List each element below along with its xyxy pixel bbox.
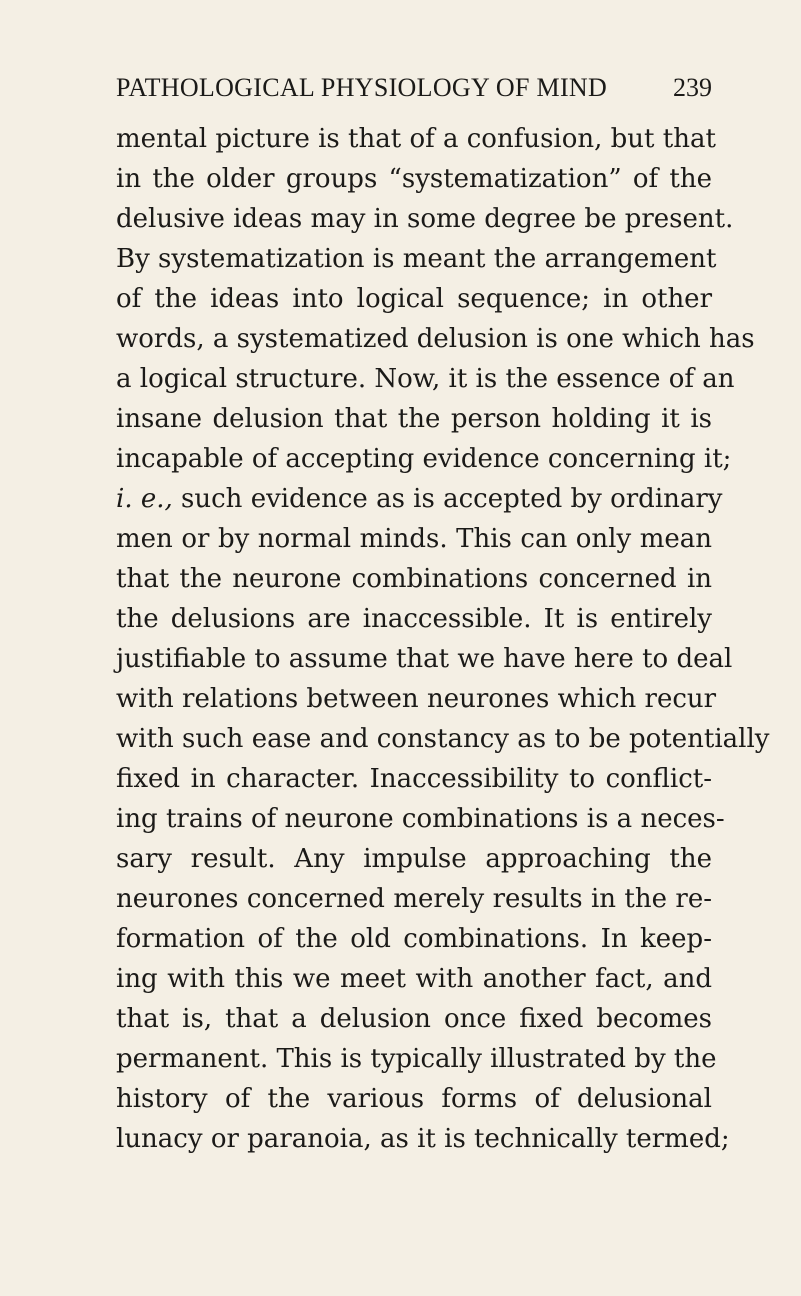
text-line: sary result. Any impulse approaching the — [116, 844, 712, 874]
text-line: insane delusion that the person holding it is — [116, 404, 712, 434]
text-line: the delusions are inaccessible. It is entirely — [116, 604, 712, 634]
running-head — [116, 68, 712, 108]
text-line: fixed in character. Inaccessibility to conflict- — [116, 764, 712, 794]
text-line: that is, that a delusion once fixed becomes — [116, 1004, 712, 1034]
text-line: history of the various forms of delusional — [116, 1084, 712, 1114]
text-line-italic-abbrev — [116, 479, 723, 519]
text-line: lunacy or paranoia, as it is technically termed; — [116, 1124, 730, 1154]
text-line: men or by normal minds. This can only mean — [116, 524, 712, 554]
body-text — [116, 119, 770, 1159]
page-number: 239 — [673, 73, 712, 102]
text-line: ing with this we meet with another fact, and — [116, 964, 712, 994]
text-line: of the ideas into logical sequence; in other — [116, 284, 712, 314]
text-line: By systematization is meant the arrangement — [116, 244, 717, 274]
text-line: permanent. This is typically illustrated by the — [116, 1044, 717, 1074]
text-line: incapable of accepting evidence concerning it; — [116, 444, 732, 474]
text-line: delusive ideas may in some degree be present. — [116, 204, 734, 234]
text-line: words, a systematized delusion is one which has — [116, 324, 755, 354]
text-line-rest: such evidence as is accepted by ordinary — [172, 484, 723, 514]
text-line: neurones concerned merely results in the re- — [116, 884, 712, 914]
italic-abbreviation: i. e., — [116, 484, 173, 514]
text-line: in the older groups “systematization” of the — [116, 164, 712, 194]
text-line: with relations between neurones which recur — [116, 684, 717, 714]
text-line: a logical structure. Now, it is the essence of an — [116, 364, 735, 394]
text-line: formation of the old combinations. In keep- — [116, 924, 712, 954]
text-line: with such ease and constancy as to be potentially — [116, 724, 770, 754]
text-line: that the neurone combinations concerned in — [116, 564, 712, 594]
text-line: justifiable to assume that we have here to deal — [116, 644, 733, 674]
text-line: ing trains of neurone combinations is a neces- — [116, 804, 725, 834]
text-line: mental picture is that of a confusion, but that — [116, 124, 716, 154]
running-title: PATHOLOGICAL PHYSIOLOGY OF MIND — [116, 73, 608, 102]
